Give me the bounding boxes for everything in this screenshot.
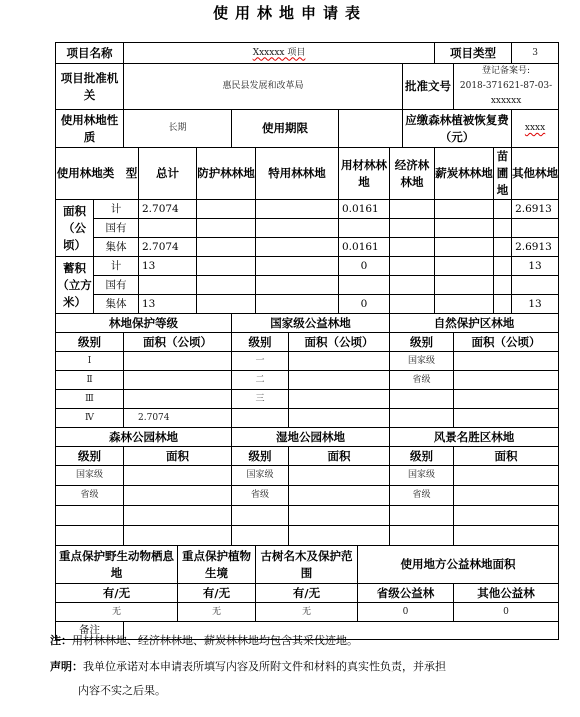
cell: 省级 xyxy=(56,486,124,506)
stock-row-state-name: 国有 xyxy=(94,276,139,295)
footnote xyxy=(50,633,358,649)
declaration-text-1: 我单位承诺对本申请表所填写内容及所附文件和材料的真实性负责，并承担 xyxy=(83,660,446,673)
area-header: 面积（公顷） xyxy=(124,333,232,352)
cell xyxy=(256,257,339,276)
cell xyxy=(197,219,256,238)
cell xyxy=(124,352,232,371)
col-protection-forest: 防护林林地 xyxy=(197,148,256,200)
footnote-text: 用材林林地、经济林林地、薪炭林林地均包含其采伐迹地。 xyxy=(72,634,358,647)
forest-park-group: 森林公园林地 xyxy=(56,428,232,447)
cell xyxy=(390,390,454,409)
cell xyxy=(232,409,289,428)
cell xyxy=(494,219,512,238)
cell: 省级 xyxy=(390,486,454,506)
yesno-header: 有/无 xyxy=(178,584,256,603)
nature-reserve-group: 自然保护区林地 xyxy=(390,314,559,333)
cell xyxy=(435,257,494,276)
land-type-header-label: 使用林地类 型 xyxy=(56,148,139,200)
cell xyxy=(232,526,289,546)
cell xyxy=(435,200,494,219)
cell xyxy=(339,219,390,238)
restoration-fee-value: xxxx xyxy=(512,110,559,148)
cell xyxy=(390,219,435,238)
plants-value: 无 xyxy=(178,603,256,622)
cell xyxy=(124,486,232,506)
cell xyxy=(494,295,512,314)
cell xyxy=(197,276,256,295)
cell xyxy=(289,390,390,409)
cell: 13 xyxy=(139,257,197,276)
footnote-label: 注： xyxy=(50,634,72,647)
cell: Ⅱ xyxy=(56,371,124,390)
approval-doc-label: 批准文号 xyxy=(403,64,454,110)
cell xyxy=(289,486,390,506)
level-header: 级别 xyxy=(232,333,289,352)
use-period-value xyxy=(339,110,403,148)
cell xyxy=(256,238,339,257)
yesno-header: 有/无 xyxy=(256,584,358,603)
level-header: 级别 xyxy=(390,447,454,466)
cell xyxy=(512,219,559,238)
declaration-text-2: 内容不实之后果。 xyxy=(78,684,166,697)
cell xyxy=(256,219,339,238)
provincial-value: 0 xyxy=(358,603,454,622)
project-type-value: 3 xyxy=(512,43,559,64)
cell xyxy=(435,219,494,238)
cell xyxy=(390,238,435,257)
cell xyxy=(494,257,512,276)
cell xyxy=(124,506,232,526)
cell xyxy=(124,390,232,409)
declaration-continued xyxy=(78,683,166,699)
col-timber-forest: 用材林林地 xyxy=(339,148,390,200)
area-header: 面积 xyxy=(124,447,232,466)
wildlife-habitat-label: 重点保护野生动物栖息地 xyxy=(56,546,178,584)
cell xyxy=(390,257,435,276)
trees-value: 无 xyxy=(256,603,358,622)
cell xyxy=(256,276,339,295)
cell xyxy=(390,409,454,428)
cell xyxy=(454,352,559,371)
cell: 0.0161 xyxy=(339,238,390,257)
cell xyxy=(454,466,559,486)
cell xyxy=(289,409,390,428)
cell: 二 xyxy=(232,371,289,390)
cell xyxy=(56,526,124,546)
cell xyxy=(454,371,559,390)
cell xyxy=(197,295,256,314)
approval-doc-value xyxy=(454,64,559,110)
ancient-trees-label: 古树名木及保护范围 xyxy=(256,546,358,584)
cell: 0.0161 xyxy=(339,200,390,219)
local-forest-area-label: 使用地方公益林地面积 xyxy=(358,546,559,584)
provincial-forest-header: 省级公益林 xyxy=(358,584,454,603)
cell xyxy=(494,276,512,295)
cell: 2.7074 xyxy=(139,200,197,219)
stock-row-collective-name: 集体 xyxy=(94,295,139,314)
protection-level-group: 林地保护等级 xyxy=(56,314,232,333)
cell: 0 xyxy=(339,295,390,314)
wildlife-value: 无 xyxy=(56,603,178,622)
stock-label: 蓄积（立方米） xyxy=(56,257,94,314)
cell: 省级 xyxy=(390,371,454,390)
national-forest-group: 国家级公益林地 xyxy=(232,314,390,333)
cell xyxy=(289,352,390,371)
other-value: 0 xyxy=(454,603,559,622)
application-form-table xyxy=(55,42,559,640)
cell xyxy=(139,219,197,238)
project-name-label: 项目名称 xyxy=(56,43,124,64)
restoration-fee-label: 应缴森林植被恢复费（元） xyxy=(403,110,512,148)
cell xyxy=(232,506,289,526)
col-economic-forest: 经济林林地 xyxy=(390,148,435,200)
cell: 省级 xyxy=(232,486,289,506)
cell xyxy=(289,526,390,546)
registration-number: 2018-371621-87-03-xxxxxx xyxy=(459,81,553,106)
cell xyxy=(435,276,494,295)
cell xyxy=(454,486,559,506)
cell xyxy=(289,466,390,486)
cell xyxy=(124,371,232,390)
area-header: 面积 xyxy=(289,447,390,466)
cell: 13 xyxy=(139,295,197,314)
land-nature-value: 长期 xyxy=(124,110,232,148)
cell xyxy=(256,295,339,314)
cell xyxy=(435,295,494,314)
cell: 国家级 xyxy=(390,352,454,371)
col-nursery: 苗圃地 xyxy=(494,148,512,200)
yesno-header: 有/无 xyxy=(56,584,178,603)
cell xyxy=(139,276,197,295)
cell xyxy=(289,371,390,390)
scenic-area-group: 风景名胜区林地 xyxy=(390,428,559,447)
cell xyxy=(339,276,390,295)
cell: 2.7074 xyxy=(139,238,197,257)
cell xyxy=(124,526,232,546)
cell xyxy=(289,506,390,526)
declaration-label: 声明： xyxy=(50,660,83,673)
cell: 13 xyxy=(512,257,559,276)
cell xyxy=(390,200,435,219)
cell: 2.7074 xyxy=(124,409,232,428)
level-header: 级别 xyxy=(56,333,124,352)
cell: 13 xyxy=(512,295,559,314)
cell xyxy=(197,200,256,219)
cell xyxy=(390,276,435,295)
approval-org-label: 项目批准机 关 xyxy=(56,64,124,110)
level-header: 级别 xyxy=(390,333,454,352)
cell xyxy=(197,238,256,257)
col-fuel-forest: 薪炭林林地 xyxy=(435,148,494,200)
project-type-label: 项目类型 xyxy=(435,43,512,64)
cell xyxy=(454,390,559,409)
area-row-state-name: 国有 xyxy=(94,219,139,238)
cell xyxy=(454,526,559,546)
page-title: 使用林地申请表 xyxy=(212,4,367,22)
registration-label: 登记备案号: xyxy=(482,66,531,76)
area-header: 面积 xyxy=(454,447,559,466)
land-nature-label: 使用林地性 质 xyxy=(56,110,124,148)
area-header: 面积（公顷） xyxy=(454,333,559,352)
declaration xyxy=(50,659,446,675)
cell: 国家级 xyxy=(390,466,454,486)
cell xyxy=(197,257,256,276)
cell xyxy=(390,506,454,526)
col-total: 总计 xyxy=(139,148,197,200)
area-row-total-name: 计 xyxy=(94,200,139,219)
cell xyxy=(390,526,454,546)
other-forest-header: 其他公益林 xyxy=(454,584,559,603)
cell: 国家级 xyxy=(232,466,289,486)
cell xyxy=(435,238,494,257)
cell xyxy=(454,506,559,526)
col-special-forest: 特用林林地 xyxy=(256,148,339,200)
protected-plants-label: 重点保护植物生境 xyxy=(178,546,256,584)
cell xyxy=(494,238,512,257)
cell xyxy=(124,466,232,486)
col-other-forest: 其他林地 xyxy=(512,148,559,200)
cell xyxy=(56,506,124,526)
area-label: 面积（公顷） xyxy=(56,200,94,257)
project-name-value: Xxxxxx 项目 xyxy=(124,43,435,64)
area-row-collective-name: 集体 xyxy=(94,238,139,257)
cell: 国家级 xyxy=(56,466,124,486)
cell xyxy=(256,200,339,219)
use-period-label: 使用期限 xyxy=(232,110,339,148)
cell xyxy=(390,295,435,314)
cell: Ⅳ xyxy=(56,409,124,428)
cell: 三 xyxy=(232,390,289,409)
cell xyxy=(512,276,559,295)
stock-row-total-name: 计 xyxy=(94,257,139,276)
cell: 0 xyxy=(339,257,390,276)
wetland-park-group: 湿地公园林地 xyxy=(232,428,390,447)
cell: 2.6913 xyxy=(512,238,559,257)
area-header: 面积（公顷） xyxy=(289,333,390,352)
remark-label: 备注 xyxy=(56,622,124,640)
level-header: 级别 xyxy=(232,447,289,466)
cell xyxy=(494,200,512,219)
cell: 2.6913 xyxy=(512,200,559,219)
approval-org-value: 惠民县发展和改革局 xyxy=(124,64,403,110)
cell xyxy=(454,409,559,428)
cell: 一 xyxy=(232,352,289,371)
level-header: 级别 xyxy=(56,447,124,466)
cell: Ⅰ xyxy=(56,352,124,371)
cell: Ⅲ xyxy=(56,390,124,409)
